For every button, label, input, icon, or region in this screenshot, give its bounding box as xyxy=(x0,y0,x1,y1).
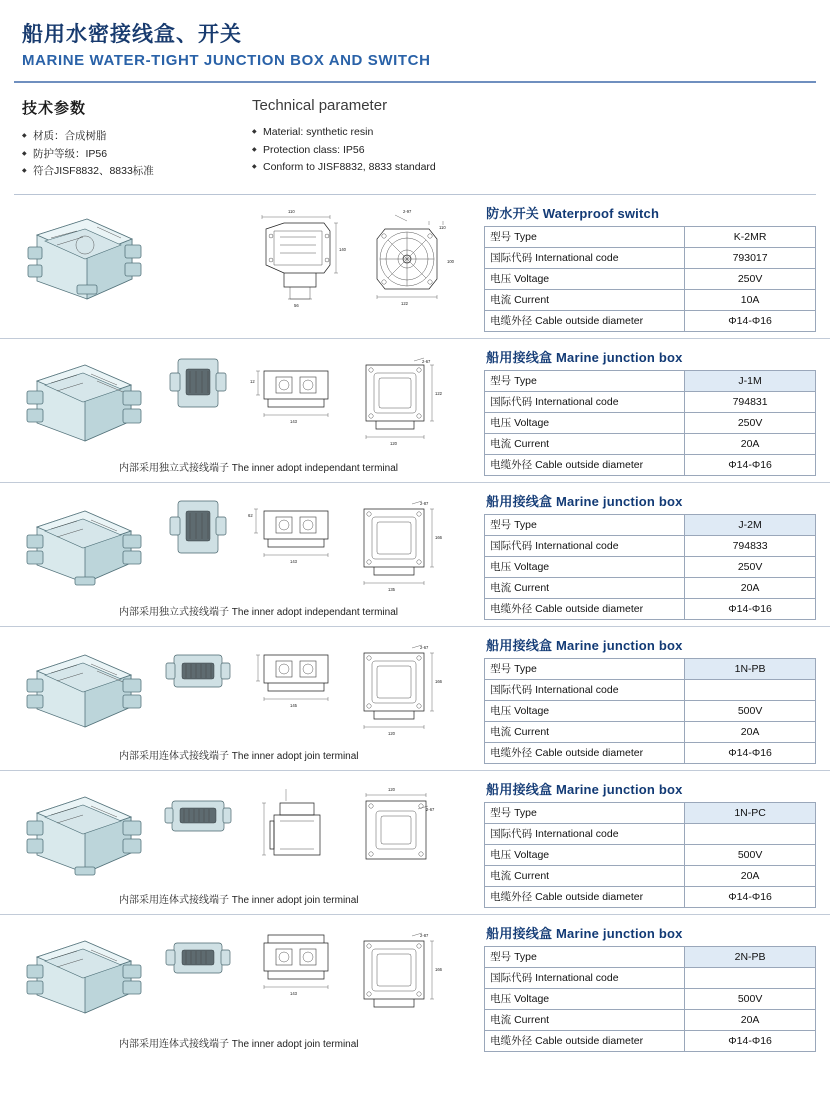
svg-text:62: 62 xyxy=(248,513,253,519)
figure-caption: 内部采用独立式接线端子 The inner adopt independant terminal xyxy=(119,607,399,619)
spec-label-code: 国际代码 International code xyxy=(485,392,685,413)
spec-value-current: 20A xyxy=(685,866,816,887)
product-photo xyxy=(14,637,154,742)
front-view-drawing xyxy=(244,493,344,598)
spec-value-code: 794833 xyxy=(685,536,816,557)
terminal-block-icon xyxy=(160,637,238,707)
spec-value-current: 20A xyxy=(685,1010,816,1031)
spec-value-voltage: 250V xyxy=(685,557,816,578)
switch-photo-icon xyxy=(17,205,152,315)
svg-text:2-87: 2-87 xyxy=(420,501,429,507)
spec-label-voltage: 电压 Voltage xyxy=(485,413,685,434)
top-view-drawing xyxy=(350,349,450,449)
technical-drawings xyxy=(244,925,478,1025)
terminal-block-icon xyxy=(160,349,238,419)
svg-text:122: 122 xyxy=(401,301,408,307)
spec-label-code: 国际代码 International code xyxy=(485,968,685,989)
list-item: ◆ Material: synthetic resin xyxy=(252,124,572,141)
spec-value-code: 793017 xyxy=(685,248,816,269)
technical-drawings xyxy=(244,205,478,315)
spec-label-type: 型号 Type xyxy=(485,371,685,392)
svg-text:120: 120 xyxy=(388,731,395,737)
technical-drawings xyxy=(244,493,478,598)
svg-text:12: 12 xyxy=(250,379,255,385)
spec-label-current: 电流 Current xyxy=(485,434,685,455)
tech-heading-cn: 技术参数 xyxy=(22,100,87,118)
spec-value-voltage: 500V xyxy=(685,845,816,866)
svg-text:143: 143 xyxy=(290,559,297,565)
spec-value-code xyxy=(685,968,816,989)
product-figures xyxy=(14,921,478,1052)
table-row xyxy=(485,515,816,536)
svg-text:2-67: 2-67 xyxy=(420,645,429,651)
product-figures xyxy=(14,777,478,908)
junction-box-photo-icon xyxy=(19,493,149,598)
spec-label-current: 电流 Current xyxy=(485,866,685,887)
product-row xyxy=(0,339,830,483)
junction-box-photo-icon xyxy=(19,637,149,742)
product-figures xyxy=(14,633,478,764)
svg-text:2-97: 2-97 xyxy=(403,209,412,215)
table-row xyxy=(485,269,816,290)
front-view-drawing xyxy=(244,349,344,449)
spec-label-type: 型号 Type xyxy=(485,803,685,824)
svg-text:2-67: 2-67 xyxy=(426,807,435,813)
terminal-block-icon xyxy=(160,493,238,563)
spec-title: 船用接线盒 Marine junction box xyxy=(486,638,683,654)
svg-text:145: 145 xyxy=(290,703,297,709)
svg-text:166: 166 xyxy=(435,535,442,541)
table-row xyxy=(485,845,816,866)
spec-label-diameter: 电缆外径 Cable outside diameter xyxy=(485,599,685,620)
spec-table xyxy=(484,226,816,332)
spec-value-voltage: 500V xyxy=(685,701,816,722)
spec-table-block xyxy=(484,921,816,1052)
table-row xyxy=(485,536,816,557)
tech-params-en xyxy=(252,97,572,180)
spec-label-code: 国际代码 International code xyxy=(485,824,685,845)
table-row xyxy=(485,1031,816,1052)
table-row xyxy=(485,743,816,764)
spec-value-diameter: Φ14-Φ16 xyxy=(685,455,816,476)
inner-terminal-figure xyxy=(154,637,244,707)
product-photo xyxy=(14,205,154,315)
front-view-drawing xyxy=(244,205,349,315)
top-view-drawing xyxy=(350,493,450,598)
spec-value-type: K-2MR xyxy=(685,227,816,248)
product-figures xyxy=(14,489,478,620)
page-title-cn: 船用水密接线盒、开关 xyxy=(22,23,242,46)
spec-label-current: 电流 Current xyxy=(485,1010,685,1031)
spec-label-code: 国际代码 International code xyxy=(485,248,685,269)
table-row xyxy=(485,1010,816,1031)
spec-value-diameter: Φ14-Φ16 xyxy=(685,1031,816,1052)
inner-terminal-figure xyxy=(154,349,244,419)
spec-value-voltage: 500V xyxy=(685,989,816,1010)
table-row xyxy=(485,866,816,887)
spec-table xyxy=(484,370,816,476)
table-row xyxy=(485,989,816,1010)
table-row xyxy=(485,599,816,620)
tech-list-cn xyxy=(22,128,252,180)
svg-text:140: 140 xyxy=(339,247,346,253)
product-photo xyxy=(14,925,154,1025)
table-row xyxy=(485,455,816,476)
top-view-drawing xyxy=(350,637,450,742)
spec-value-code xyxy=(685,824,816,845)
spec-label-current: 电流 Current xyxy=(485,722,685,743)
spec-table xyxy=(484,802,816,908)
terminal-block-icon xyxy=(160,925,238,991)
table-row xyxy=(485,392,816,413)
svg-text:143: 143 xyxy=(290,419,297,425)
table-row xyxy=(485,803,816,824)
table-row xyxy=(485,227,816,248)
svg-text:110: 110 xyxy=(288,209,295,215)
terminal-block-icon xyxy=(160,781,238,851)
spec-value-current: 10A xyxy=(685,290,816,311)
table-row xyxy=(485,413,816,434)
spec-label-type: 型号 Type xyxy=(485,659,685,680)
spec-label-diameter: 电缆外径 Cable outside diameter xyxy=(485,455,685,476)
table-row xyxy=(485,824,816,845)
spec-value-type: 2N-PB xyxy=(685,947,816,968)
table-row xyxy=(485,947,816,968)
product-figures xyxy=(14,201,478,332)
side-view-drawing xyxy=(244,781,344,886)
list-item: ◆ 符合JISF8832、8833标准 xyxy=(22,163,252,180)
top-view-drawing xyxy=(350,925,450,1025)
junction-box-photo-icon xyxy=(19,925,149,1025)
tech-params-cn xyxy=(22,97,252,180)
table-row xyxy=(485,434,816,455)
tech-list-en xyxy=(252,124,572,176)
table-row xyxy=(485,578,816,599)
svg-text:120: 120 xyxy=(388,787,395,793)
spec-value-current: 20A xyxy=(685,578,816,599)
spec-label-code: 国际代码 International code xyxy=(485,536,685,557)
table-row xyxy=(485,311,816,332)
top-view-drawing xyxy=(350,781,450,886)
spec-label-voltage: 电压 Voltage xyxy=(485,557,685,578)
spec-label-voltage: 电压 Voltage xyxy=(485,269,685,290)
svg-text:2-67: 2-67 xyxy=(422,359,431,365)
product-photo xyxy=(14,493,154,598)
spec-label-current: 电流 Current xyxy=(485,290,685,311)
spec-label-voltage: 电压 Voltage xyxy=(485,989,685,1010)
product-photo xyxy=(14,349,154,454)
list-item: ◆ 防护等级：IP56 xyxy=(22,146,252,163)
spec-value-voltage: 250V xyxy=(685,269,816,290)
table-row xyxy=(485,887,816,908)
spec-label-current: 电流 Current xyxy=(485,578,685,599)
technical-drawings xyxy=(244,349,478,449)
product-photo xyxy=(14,781,154,886)
svg-text:2-87: 2-87 xyxy=(420,933,429,939)
technical-drawings xyxy=(244,781,478,886)
table-row xyxy=(485,722,816,743)
spec-value-voltage: 250V xyxy=(685,413,816,434)
spec-table-block xyxy=(484,345,816,476)
figure-caption: 内部采用连体式接线端子 The inner adopt join terminal xyxy=(119,895,359,907)
product-figures xyxy=(14,345,478,476)
table-row xyxy=(485,659,816,680)
spec-value-diameter: Φ14-Φ16 xyxy=(685,599,816,620)
svg-text:135: 135 xyxy=(388,587,395,593)
table-row xyxy=(485,968,816,989)
table-row xyxy=(485,248,816,269)
spec-value-diameter: Φ14-Φ16 xyxy=(685,743,816,764)
spec-title: 船用接线盒 Marine junction box xyxy=(486,350,683,366)
top-view-drawing xyxy=(355,205,460,315)
spec-table xyxy=(484,946,816,1052)
spec-label-code: 国际代码 International code xyxy=(485,680,685,701)
spec-label-type: 型号 Type xyxy=(485,947,685,968)
svg-text:166: 166 xyxy=(435,967,442,973)
svg-text:122: 122 xyxy=(435,391,442,397)
inner-terminal-figure xyxy=(154,925,244,991)
table-row xyxy=(485,680,816,701)
product-row xyxy=(0,483,830,627)
spec-value-current: 20A xyxy=(685,434,816,455)
spec-value-current: 20A xyxy=(685,722,816,743)
page-header xyxy=(0,0,830,73)
spec-value-type: J-1M xyxy=(685,371,816,392)
svg-text:166: 166 xyxy=(435,679,442,685)
spec-value-type: 1N-PB xyxy=(685,659,816,680)
product-row xyxy=(0,915,830,1058)
junction-box-photo-icon xyxy=(19,781,149,886)
spec-label-diameter: 电缆外径 Cable outside diameter xyxy=(485,743,685,764)
spec-value-type: 1N-PC xyxy=(685,803,816,824)
technical-drawings xyxy=(244,637,478,742)
spec-title: 船用接线盒 Marine junction box xyxy=(486,494,683,510)
front-view-drawing xyxy=(244,925,344,1025)
figure-caption: 内部采用连体式接线端子 The inner adopt join terminal xyxy=(119,1039,359,1051)
svg-text:143: 143 xyxy=(290,991,297,997)
page-title-en: MARINE WATER-TIGHT JUNCTION BOX AND SWITCH xyxy=(22,52,431,70)
table-row xyxy=(485,701,816,722)
spec-label-type: 型号 Type xyxy=(485,227,685,248)
figure-caption: 内部采用独立式接线端子 The inner adopt independant terminal xyxy=(119,463,399,475)
spec-label-voltage: 电压 Voltage xyxy=(485,701,685,722)
spec-label-diameter: 电缆外径 Cable outside diameter xyxy=(485,887,685,908)
inner-terminal-figure xyxy=(154,493,244,563)
spec-label-diameter: 电缆外径 Cable outside diameter xyxy=(485,1031,685,1052)
svg-text:100: 100 xyxy=(447,259,454,265)
table-row xyxy=(485,371,816,392)
spec-value-diameter: Φ14-Φ16 xyxy=(685,311,816,332)
technical-parameters xyxy=(0,83,830,190)
spec-table-block xyxy=(484,633,816,764)
inner-terminal-figure xyxy=(154,781,244,851)
product-row xyxy=(0,771,830,915)
front-view-drawing xyxy=(244,637,344,742)
tech-heading-en: Technical parameter xyxy=(252,97,388,115)
list-item: ◆ Conform to JISF8832, 8833 standard xyxy=(252,159,572,176)
spec-title: 防水开关 Waterproof switch xyxy=(486,206,660,222)
spec-title: 船用接线盒 Marine junction box xyxy=(486,926,683,942)
product-row xyxy=(0,627,830,771)
figure-caption: 内部采用连体式接线端子 The inner adopt join terminal xyxy=(119,751,359,763)
junction-box-photo-icon xyxy=(19,349,149,454)
spec-label-voltage: 电压 Voltage xyxy=(485,845,685,866)
table-row xyxy=(485,290,816,311)
spec-table-block xyxy=(484,777,816,908)
product-row xyxy=(0,195,830,339)
list-item: ◆ 材质：合成树脂 xyxy=(22,128,252,145)
spec-table-block xyxy=(484,489,816,620)
table-row xyxy=(485,557,816,578)
list-item: ◆ Protection class: IP56 xyxy=(252,142,572,159)
svg-text:110: 110 xyxy=(439,225,446,231)
spec-value-code: 794831 xyxy=(685,392,816,413)
spec-label-type: 型号 Type xyxy=(485,515,685,536)
spec-label-diameter: 电缆外径 Cable outside diameter xyxy=(485,311,685,332)
svg-text:56: 56 xyxy=(294,303,299,309)
spec-table xyxy=(484,658,816,764)
spec-title: 船用接线盒 Marine junction box xyxy=(486,782,683,798)
svg-text:120: 120 xyxy=(390,441,397,447)
spec-value-type: J-2M xyxy=(685,515,816,536)
spec-table-block xyxy=(484,201,816,332)
spec-value-code xyxy=(685,680,816,701)
spec-value-diameter: Φ14-Φ16 xyxy=(685,887,816,908)
spec-table xyxy=(484,514,816,620)
